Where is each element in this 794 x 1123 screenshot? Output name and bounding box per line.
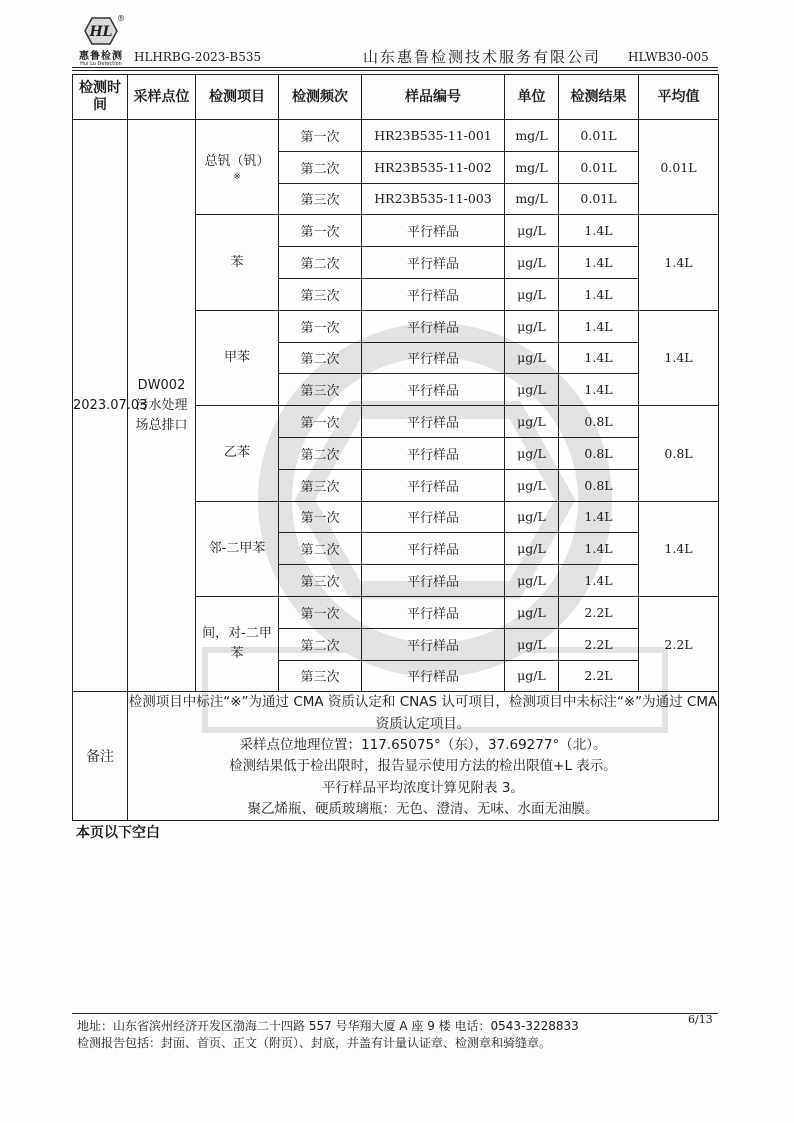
average-cell: 1.4L bbox=[639, 215, 719, 310]
notes-label: 备注 bbox=[73, 692, 128, 821]
result-cell: 2.2L bbox=[559, 660, 639, 692]
result-cell: 0.01L bbox=[559, 120, 639, 152]
average-cell: 1.4L bbox=[639, 310, 719, 405]
frequency-cell: 第三次 bbox=[279, 660, 362, 692]
blank-below-notice: 本页以下空白 bbox=[76, 825, 160, 841]
frequency-cell: 第三次 bbox=[279, 469, 362, 501]
sampling-site: DW002污水处理场总排口 bbox=[128, 120, 196, 692]
unit-cell: μg/L bbox=[505, 247, 559, 279]
frequency-cell: 第二次 bbox=[279, 628, 362, 660]
result-cell: 1.4L bbox=[559, 310, 639, 342]
results-table bbox=[72, 74, 719, 821]
sample-id-cell: 平行样品 bbox=[362, 247, 505, 279]
registered-mark: ® bbox=[117, 14, 125, 23]
header-test-time: 检测时间 bbox=[73, 75, 128, 120]
frequency-cell: 第一次 bbox=[279, 120, 362, 152]
form-number: HLWB30-005 bbox=[628, 50, 709, 64]
unit-cell: μg/L bbox=[505, 501, 559, 533]
unit-cell: μg/L bbox=[505, 628, 559, 660]
result-cell: 0.8L bbox=[559, 437, 639, 469]
frequency-cell: 第二次 bbox=[279, 151, 362, 183]
sample-id-cell: 平行样品 bbox=[362, 628, 505, 660]
test-item-name: 甲苯 bbox=[196, 310, 279, 405]
sample-id-cell: 平行样品 bbox=[362, 215, 505, 247]
unit-cell: μg/L bbox=[505, 437, 559, 469]
report-number: HLHRBG-2023-B535 bbox=[134, 50, 262, 64]
unit-cell: mg/L bbox=[505, 183, 559, 215]
result-cell: 2.2L bbox=[559, 628, 639, 660]
result-cell: 1.4L bbox=[559, 374, 639, 406]
sample-id-cell: 平行样品 bbox=[362, 278, 505, 310]
unit-cell: μg/L bbox=[505, 374, 559, 406]
unit-cell: μg/L bbox=[505, 596, 559, 628]
note-line: 平行样品平均浓度计算见附表 3。 bbox=[322, 779, 524, 796]
sample-id-cell: 平行样品 bbox=[362, 660, 505, 692]
unit-cell: μg/L bbox=[505, 278, 559, 310]
sample-id-cell: 平行样品 bbox=[362, 310, 505, 342]
test-item-name: 乙苯 bbox=[196, 406, 279, 501]
unit-cell: mg/L bbox=[505, 120, 559, 152]
test-item-name: 苯 bbox=[196, 215, 279, 310]
result-cell: 1.4L bbox=[559, 342, 639, 374]
frequency-cell: 第一次 bbox=[279, 596, 362, 628]
cma-mark: ※ bbox=[233, 172, 241, 183]
notes-row bbox=[73, 692, 719, 821]
header-test-item: 检测项目 bbox=[196, 75, 279, 120]
logo-text-cn: 惠鲁检测 bbox=[79, 51, 123, 62]
header-result: 检测结果 bbox=[559, 75, 639, 120]
sample-id-cell: 平行样品 bbox=[362, 565, 505, 597]
unit-cell: μg/L bbox=[505, 660, 559, 692]
frequency-cell: 第三次 bbox=[279, 565, 362, 597]
frequency-cell: 第三次 bbox=[279, 278, 362, 310]
sample-id-cell: 平行样品 bbox=[362, 437, 505, 469]
result-cell: 1.4L bbox=[559, 501, 639, 533]
unit-cell: μg/L bbox=[505, 342, 559, 374]
unit-cell: μg/L bbox=[505, 215, 559, 247]
frequency-cell: 第三次 bbox=[279, 183, 362, 215]
sample-id-cell: 平行样品 bbox=[362, 501, 505, 533]
average-cell: 0.8L bbox=[639, 406, 719, 501]
result-cell: 1.4L bbox=[559, 565, 639, 597]
unit-cell: μg/L bbox=[505, 533, 559, 565]
frequency-cell: 第一次 bbox=[279, 215, 362, 247]
frequency-cell: 第一次 bbox=[279, 310, 362, 342]
footer-rule bbox=[72, 1013, 718, 1014]
sample-id-cell: 平行样品 bbox=[362, 406, 505, 438]
test-item-name: 总钒（钒） bbox=[204, 154, 270, 170]
result-cell: 0.01L bbox=[559, 151, 639, 183]
result-cell: 1.4L bbox=[559, 247, 639, 279]
result-cell: 0.8L bbox=[559, 469, 639, 501]
frequency-cell: 第一次 bbox=[279, 406, 362, 438]
table-row bbox=[73, 120, 719, 152]
unit-cell: μg/L bbox=[505, 406, 559, 438]
result-cell: 1.4L bbox=[559, 215, 639, 247]
page-number: 6/13 bbox=[688, 1013, 713, 1026]
header-unit: 单位 bbox=[505, 75, 559, 120]
unit-cell: μg/L bbox=[505, 310, 559, 342]
logo-mark-icon bbox=[84, 16, 118, 46]
test-item bbox=[196, 120, 279, 215]
average-cell: 1.4L bbox=[639, 501, 719, 596]
sample-id-cell: HR23B535-11-001 bbox=[362, 120, 505, 152]
unit-cell: mg/L bbox=[505, 151, 559, 183]
header-sample-id: 样品编号 bbox=[362, 75, 505, 120]
result-cell: 0.8L bbox=[559, 406, 639, 438]
frequency-cell: 第二次 bbox=[279, 437, 362, 469]
test-item-name: 间，对-二甲苯 bbox=[196, 596, 279, 691]
sample-id-cell: 平行样品 bbox=[362, 533, 505, 565]
company-name: 山东惠鲁检测技术服务有限公司 bbox=[363, 48, 602, 66]
header-frequency: 检测频次 bbox=[279, 75, 362, 120]
logo-text-en: Hui Lu Detection bbox=[80, 61, 122, 67]
header-sampling-point: 采样点位 bbox=[128, 75, 196, 120]
header-rule-secondary bbox=[72, 70, 718, 71]
average-cell: 0.01L bbox=[639, 120, 719, 215]
footer-note: 检测报告包括：封面、首页、正文（附页）、封底，并盖有计量认证章、检测章和骑缝章。 bbox=[77, 1036, 552, 1050]
sample-id-cell: HR23B535-11-002 bbox=[362, 151, 505, 183]
frequency-cell: 第三次 bbox=[279, 374, 362, 406]
note-line: 聚乙烯瓶、硬质玻璃瓶：无色、澄清、无味、水面无油膜。 bbox=[247, 800, 599, 817]
svg-text:HL: HL bbox=[89, 24, 113, 40]
result-cell: 1.4L bbox=[559, 278, 639, 310]
unit-cell: μg/L bbox=[505, 469, 559, 501]
notes-content bbox=[128, 692, 719, 821]
company-logo bbox=[70, 16, 132, 70]
frequency-cell: 第二次 bbox=[279, 533, 362, 565]
note-line: 检测结果低于检出限时，报告显示使用方法的检出限值+L 表示。 bbox=[229, 758, 617, 775]
unit-cell: μg/L bbox=[505, 565, 559, 597]
note-line: 检测项目中标注“※”为通过 CMA 资质认定和 CNAS 认可项目，检测项目中未标注“※”为通过 CMA 资质认定项目。 bbox=[128, 694, 718, 732]
header-average: 平均值 bbox=[639, 75, 719, 120]
footer-address: 地址：山东省滨州经济开发区渤海二十四路 557 号华翔大厦 A 座 9 楼 电话：0543-3228833 bbox=[77, 1019, 579, 1033]
test-item-name: 邻-二甲苯 bbox=[196, 501, 279, 596]
frequency-cell: 第一次 bbox=[279, 501, 362, 533]
sample-id-cell: 平行样品 bbox=[362, 469, 505, 501]
table-header-row bbox=[73, 75, 719, 120]
result-cell: 1.4L bbox=[559, 533, 639, 565]
sample-id-cell: HR23B535-11-003 bbox=[362, 183, 505, 215]
average-cell: 2.2L bbox=[639, 596, 719, 691]
result-cell: 2.2L bbox=[559, 596, 639, 628]
test-date: 2023.07.03 bbox=[73, 120, 128, 692]
sample-id-cell: 平行样品 bbox=[362, 342, 505, 374]
sample-id-cell: 平行样品 bbox=[362, 596, 505, 628]
frequency-cell: 第二次 bbox=[279, 247, 362, 279]
note-line: 采样点位地理位置：117.65075°（东），37.69277°（北）。 bbox=[239, 736, 607, 753]
frequency-cell: 第二次 bbox=[279, 342, 362, 374]
header-rule bbox=[72, 67, 718, 68]
sample-id-cell: 平行样品 bbox=[362, 374, 505, 406]
result-cell: 0.01L bbox=[559, 183, 639, 215]
